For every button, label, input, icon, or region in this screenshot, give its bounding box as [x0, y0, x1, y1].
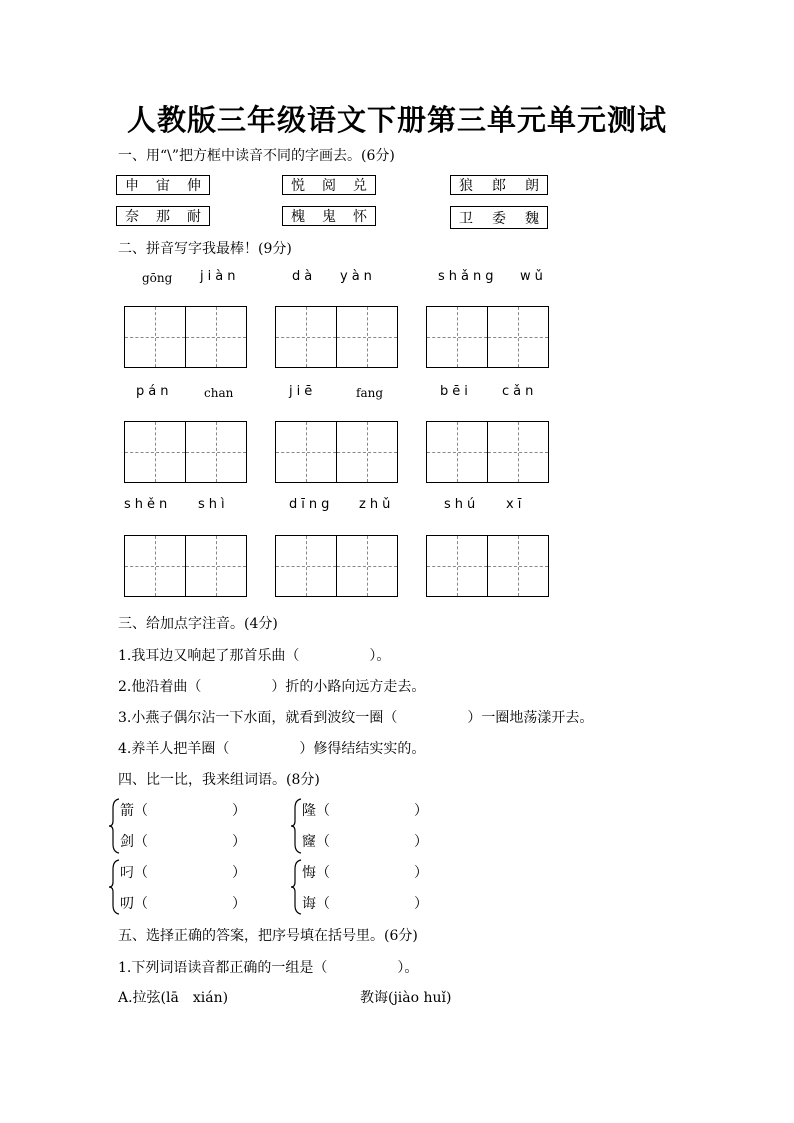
char-box[interactable]	[450, 206, 548, 229]
question-item: 1.下列词语读音都正确的一组是（ ）。	[118, 960, 419, 976]
question-item: 1.我耳边又响起了那首乐曲（ ）。	[118, 648, 391, 664]
box-char: 委	[492, 210, 506, 227]
pinyin: chan	[204, 386, 234, 400]
compare-word: 诲（ ）	[302, 896, 428, 912]
pinyin: bēi	[440, 384, 472, 399]
pinyin: gōng	[142, 271, 173, 285]
writing-grid[interactable]	[275, 306, 398, 368]
section-2-heading: 二、拼音写字我最棒！(9分)	[118, 241, 292, 257]
pinyin: shǎng	[438, 269, 498, 284]
compare-word: 隆（ ）	[302, 803, 428, 819]
char-box[interactable]	[450, 175, 548, 195]
box-char: 魏	[525, 210, 539, 227]
char-box[interactable]	[282, 175, 376, 195]
pinyin: fang	[356, 386, 384, 400]
box-char: 朗	[525, 178, 539, 194]
section-3-heading: 三、给加点字注音。(4分)	[118, 616, 278, 632]
box-char: 那	[156, 209, 170, 225]
option-a: A.拉弦(lā xián)	[118, 990, 229, 1006]
pinyin: shěn	[124, 497, 172, 512]
box-char: 悦	[291, 178, 305, 194]
writing-grid[interactable]	[426, 421, 549, 483]
pinyin: cǎn	[502, 384, 538, 399]
question-item: 3.小燕子偶尔沾一下水面，就看到波纹一圈（ ）一圈地荡漾开去。	[118, 710, 594, 726]
pinyin: jiàn	[200, 269, 240, 284]
pinyin: yàn	[340, 269, 376, 284]
compare-word: 箭（ ）	[120, 803, 246, 819]
pinyin: shú	[444, 497, 480, 512]
box-char: 宙	[156, 178, 170, 194]
box-char: 申	[125, 178, 139, 194]
question-item: 2.他沿着曲（ ）折的小路向远方走去。	[118, 679, 426, 695]
box-char: 兑	[353, 178, 367, 194]
option-a-second: 教诲(jiào huǐ)	[360, 990, 452, 1006]
box-char: 鬼	[322, 209, 336, 225]
writing-grid[interactable]	[124, 421, 247, 483]
char-box[interactable]	[116, 175, 210, 195]
writing-grid[interactable]	[124, 535, 247, 597]
box-char: 耐	[187, 209, 201, 225]
left-brace	[290, 859, 302, 915]
compare-word: 剑（ ）	[120, 834, 246, 850]
writing-grid[interactable]	[275, 535, 398, 597]
compare-word: 悔（ ）	[302, 865, 428, 881]
compare-word: 窿（ ）	[302, 834, 428, 850]
page-title: 人教版三年级语文下册第三单元单元测试	[126, 103, 667, 137]
box-char: 郎	[492, 178, 506, 194]
left-brace	[290, 798, 302, 854]
writing-grid[interactable]	[426, 535, 549, 597]
pinyin: shì	[198, 497, 229, 512]
left-brace	[108, 859, 120, 915]
section-1-heading: 一、用“\”把方框中读音不同的字画去。(6分)	[118, 148, 395, 164]
question-item: 4.养羊人把羊圈（ ）修得结结实实的。	[118, 741, 426, 757]
box-char: 奈	[125, 209, 139, 225]
compare-word: 叼（ ）	[120, 865, 246, 881]
char-box[interactable]	[282, 206, 376, 226]
writing-grid[interactable]	[426, 306, 549, 368]
pinyin: wǔ	[520, 269, 547, 284]
section-4-heading: 四、比一比，我来组词语。(8分)	[118, 772, 320, 788]
box-char: 槐	[291, 209, 305, 225]
pinyin: pán	[136, 384, 173, 399]
pinyin: zhǔ	[359, 497, 395, 512]
writing-grid[interactable]	[275, 421, 398, 483]
pinyin: dīng	[289, 497, 334, 512]
box-char: 阅	[322, 178, 336, 194]
section-5-heading: 五、选择正确的答案，把序号填在括号里。(6分)	[118, 928, 418, 944]
pinyin: xī	[506, 497, 526, 512]
left-brace	[108, 798, 120, 854]
writing-grid[interactable]	[124, 306, 247, 368]
box-char: 狼	[459, 178, 473, 194]
box-char: 伸	[187, 178, 201, 194]
box-char: 怀	[353, 209, 367, 225]
box-char: 卫	[459, 210, 473, 227]
char-box[interactable]	[116, 206, 210, 226]
pinyin: dà	[292, 269, 317, 284]
pinyin: jiē	[289, 384, 317, 399]
compare-word: 叨（ ）	[120, 896, 246, 912]
